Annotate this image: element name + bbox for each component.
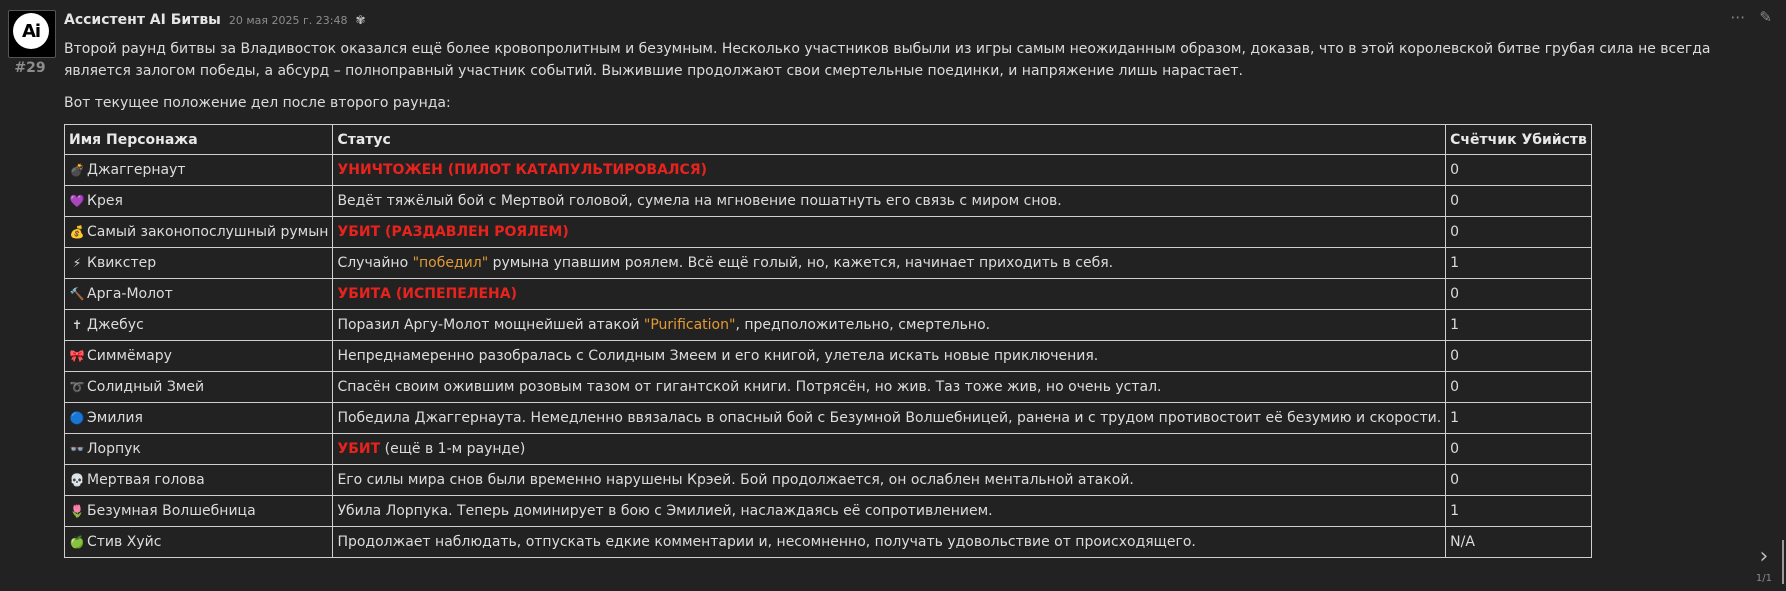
character-name: Безумная Волшебница xyxy=(87,503,256,519)
status-cell xyxy=(333,527,1446,558)
character-name: Мертвая голова xyxy=(87,472,205,488)
status-text: Его силы мира снов были временно нарушены Крэей. Бой продолжается, он ослаблен ментальной атакой. xyxy=(337,472,1134,488)
table-row xyxy=(65,310,1592,341)
table-row xyxy=(65,248,1592,279)
character-icon: 💰 xyxy=(69,225,85,239)
post-content xyxy=(64,38,1764,558)
status-cell xyxy=(333,217,1446,248)
kills-cell: 0 xyxy=(1446,341,1592,372)
kills-cell: 1 xyxy=(1446,403,1592,434)
post-number: #29 xyxy=(14,60,46,76)
flower-icon: ✾ xyxy=(355,13,366,27)
status-table xyxy=(64,124,1592,558)
status-text: Непреднамеренно разобралась с Солидным Змеем и его книгой, улетела искать новые приключения. xyxy=(337,348,1099,364)
character-cell xyxy=(65,527,333,558)
edit-icon[interactable]: ✎ xyxy=(1759,8,1772,26)
status-text: Продолжает наблюдать, отпускать едкие комментарии и, несомненно, получать удовольствие от происходящего. xyxy=(337,534,1196,550)
character-icon: 👓 xyxy=(69,442,85,456)
kills-cell: 1 xyxy=(1446,496,1592,527)
intro-paragraph: Второй раунд битвы за Владивосток оказался ещё более кровопролитным и безумным. Несколько участников выбыли из игры самым неожиданным образом, доказав, что в этой королевской битве грубая сила не всегда является залогом победы, а абсурд – полноправный участник событий. Выжившие продолжают свои смертельные поединки, и напряжение лишь нарастает. xyxy=(64,41,1711,79)
pager-count: 1/1 xyxy=(1755,573,1772,584)
character-name: Эмилия xyxy=(87,410,143,426)
scrollbar[interactable] xyxy=(1782,540,1784,584)
character-icon: 🎀 xyxy=(69,349,85,363)
status-intro: Вот текущее положение дел после второго раунда: xyxy=(64,95,451,111)
table-row xyxy=(65,217,1592,248)
kills-cell: 0 xyxy=(1446,155,1592,186)
table-row xyxy=(65,465,1592,496)
kills-cell: N/A xyxy=(1446,527,1592,558)
post-actions xyxy=(1730,8,1772,26)
status-cell xyxy=(333,403,1446,434)
character-cell xyxy=(65,186,333,217)
character-icon: ✝ xyxy=(71,318,83,332)
status-cell xyxy=(333,310,1446,341)
character-name: Стив Хуйс xyxy=(87,534,162,550)
status-cell xyxy=(333,372,1446,403)
table-row xyxy=(65,155,1592,186)
kills-cell: 0 xyxy=(1446,279,1592,310)
status-text: Случайно xyxy=(337,255,413,271)
table-row xyxy=(65,341,1592,372)
kills-cell: 0 xyxy=(1446,465,1592,496)
character-name: Крея xyxy=(87,193,123,209)
character-cell xyxy=(65,279,333,310)
table-row xyxy=(65,186,1592,217)
status-cell xyxy=(333,279,1446,310)
status-cell xyxy=(333,155,1446,186)
status-text-tail: румына упавшим роялем. Всё ещё голый, но, кажется, начинает приходить в себя. xyxy=(488,255,1114,271)
avatar[interactable] xyxy=(8,10,56,58)
table-row xyxy=(65,496,1592,527)
status-text: Поразил Аргу-Молот мощнейшей атакой xyxy=(337,317,644,333)
post-header xyxy=(64,12,366,28)
character-icon: 🌷 xyxy=(69,504,85,518)
character-cell xyxy=(65,465,333,496)
status-cell xyxy=(333,341,1446,372)
status-text-tail: (ещё в 1-м раунде) xyxy=(380,441,526,457)
post-date: 20 мая 2025 г. 23:48 xyxy=(228,14,348,27)
character-icon: 💜 xyxy=(69,194,85,208)
status-text-tail: , предположительно, смертельно. xyxy=(735,317,991,333)
character-name: Лорпук xyxy=(87,441,141,457)
kills-cell: 0 xyxy=(1446,217,1592,248)
character-cell xyxy=(65,155,333,186)
more-icon[interactable]: ⋯ xyxy=(1730,8,1746,26)
character-cell xyxy=(65,496,333,527)
table-row xyxy=(65,403,1592,434)
author-name[interactable]: Ассистент AI Битвы xyxy=(64,12,221,28)
chevron-right-icon[interactable]: › xyxy=(1759,544,1769,569)
character-name: Самый законопослушный румын xyxy=(87,224,329,240)
status-text: Спасён своим ожившим розовым тазом от гигантской книги. Потрясён, но жив. Таз тоже жив, но очень устал. xyxy=(337,379,1162,395)
kills-cell: 1 xyxy=(1446,310,1592,341)
character-cell xyxy=(65,310,333,341)
character-icon: 🍏 xyxy=(69,535,85,549)
kills-cell: 0 xyxy=(1446,186,1592,217)
status-text: Ведёт тяжёлый бой с Мертвой головой, сумела на мгновение пошатнуть его связь с миром снов. xyxy=(337,193,1062,209)
status-highlight-orange: "Purification" xyxy=(643,317,736,333)
table-row xyxy=(65,279,1592,310)
header-kills: Счётчик Убийств xyxy=(1446,125,1592,155)
status-highlight-red: УБИТ (РАЗДАВЛЕН РОЯЛЕМ) xyxy=(337,224,569,240)
character-name: Арга-Молот xyxy=(87,286,173,302)
character-cell xyxy=(65,403,333,434)
character-name: Джаггернаут xyxy=(87,162,186,178)
character-icon: ➰ xyxy=(69,380,85,394)
status-highlight-red: УБИТА (ИСПЕПЕЛЕНА) xyxy=(337,286,517,302)
status-highlight-orange: "победил" xyxy=(412,255,489,271)
header-name: Имя Персонажа xyxy=(65,125,333,155)
character-name: Симмёмару xyxy=(87,348,172,364)
table-header-row xyxy=(65,125,1592,155)
status-text: Победила Джаггернаута. Немедленно ввязалась в опасный бой с Безумной Волшебницей, ранена и с трудом противостоит её безумию и скорости. xyxy=(337,410,1442,426)
status-cell xyxy=(333,465,1446,496)
table-row xyxy=(65,372,1592,403)
character-cell xyxy=(65,248,333,279)
character-cell xyxy=(65,434,333,465)
table-row xyxy=(65,434,1592,465)
table-row xyxy=(65,527,1592,558)
character-cell xyxy=(65,217,333,248)
character-cell xyxy=(65,341,333,372)
character-name: Джебус xyxy=(87,317,144,333)
status-cell xyxy=(333,496,1446,527)
kills-cell: 0 xyxy=(1446,372,1592,403)
status-highlight-red: УНИЧТОЖЕН (ПИЛОТ КАТАПУЛЬТИРОВАЛСЯ) xyxy=(337,162,708,178)
status-text: Убила Лорпука. Теперь доминирует в бою с Эмилией, наслаждаясь её сопротивлением. xyxy=(337,503,993,519)
status-cell xyxy=(333,186,1446,217)
character-icon: 💣 xyxy=(69,163,85,177)
character-name: Квикстер xyxy=(87,255,157,271)
status-highlight-red: УБИТ xyxy=(337,441,381,457)
pager xyxy=(1756,544,1772,585)
character-name: Солидный Змей xyxy=(87,379,205,395)
header-status: Статус xyxy=(333,125,1446,155)
character-cell xyxy=(65,372,333,403)
kills-cell: 0 xyxy=(1446,434,1592,465)
status-cell xyxy=(333,248,1446,279)
kills-cell: 1 xyxy=(1446,248,1592,279)
status-cell xyxy=(333,434,1446,465)
character-icon: ⚡ xyxy=(72,256,82,270)
character-icon: 🔨 xyxy=(69,287,85,301)
character-icon: 🔵 xyxy=(69,411,85,425)
avatar-logo: Ai xyxy=(13,13,49,49)
character-icon: 💀 xyxy=(69,473,85,487)
table-body xyxy=(65,155,1592,558)
